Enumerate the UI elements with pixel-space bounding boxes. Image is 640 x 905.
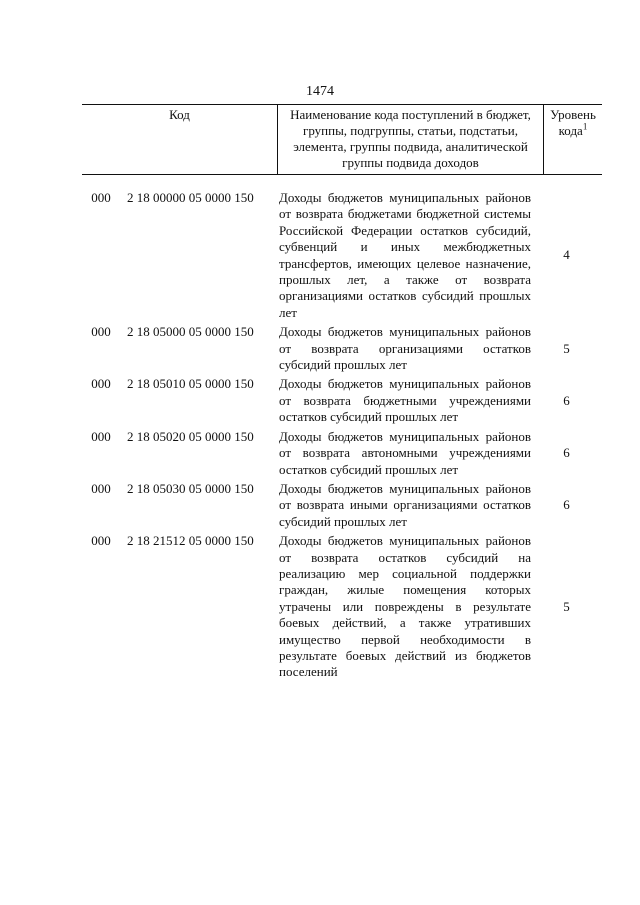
row-prefix: 000 [91, 480, 111, 496]
row-prefix: 000 [91, 376, 111, 392]
table-row [82, 429, 602, 478]
row-name: Доходы бюджетов муниципальных районов от возврата бюджетными учреждениями остатков субсидий прошлых лет [279, 376, 531, 425]
page-number: 1474 [306, 84, 334, 99]
row-code: 2 18 05030 05 0000 150 [127, 480, 254, 496]
table-row [82, 190, 602, 321]
row-name: Доходы бюджетов муниципальных районов от возврата остатков субсидий на реализацию мер социальной поддержки граждан, жилые помещения которых утрачены или повреждены в результате боевых действий, а также утративших имущество первой необходимости в результате боевых действий из бюджетов поселений [279, 533, 531, 680]
table-row [82, 376, 602, 425]
row-code: 2 18 00000 05 0000 150 [127, 190, 254, 205]
row-level: 6 [563, 497, 570, 513]
row-code: 2 18 05010 05 0000 150 [127, 376, 254, 392]
row-code: 2 18 21512 05 0000 150 [127, 533, 254, 549]
table-row [82, 481, 602, 530]
row-name: Доходы бюджетов муниципальных районов от возврата автономными учреждениями остатков субсидий прошлых лет [279, 428, 531, 477]
row-prefix: 000 [91, 428, 111, 444]
row-name: Доходы бюджетов муниципальных районов от возврата организациями остатков субсидий прошлых лет [279, 324, 531, 373]
row-prefix: 000 [91, 533, 111, 549]
header-name: Наименование кода поступлений в бюджет, группы, подгруппы, статьи, подстатьи, элемента, группы подвида, аналитической группы подвида доходов [278, 105, 544, 175]
row-prefix: 000 [91, 190, 111, 205]
table-row [82, 533, 602, 681]
row-code: 2 18 05020 05 0000 150 [127, 428, 254, 444]
table-row [82, 324, 602, 373]
row-level: 5 [563, 599, 570, 615]
row-level: 6 [563, 392, 570, 408]
table-body [82, 190, 602, 684]
row-level: 4 [563, 247, 570, 263]
row-level: 6 [563, 445, 570, 461]
header-level-footnote: 1 [582, 121, 588, 132]
row-name: Доходы бюджетов муниципальных районов от возврата иными организациями остатков субсидий прошлых лет [279, 480, 531, 529]
header-code: Код [82, 105, 278, 175]
header-level [544, 105, 603, 175]
row-name: Доходы бюджетов муниципальных районов от возврата бюджетами бюджетной системы Российской Федерации остатков субсидий, субвенций и иных межбюджетных трансфертов, имеющих целевое назначение, прошлых лет, а также от возврата организациями остатков субсидий прошлых лет [279, 190, 531, 320]
row-level: 5 [563, 340, 570, 356]
table-header [82, 104, 602, 175]
header-level-label: Уровень кода [550, 107, 596, 138]
row-code: 2 18 05000 05 0000 150 [127, 324, 254, 340]
row-prefix: 000 [91, 324, 111, 340]
